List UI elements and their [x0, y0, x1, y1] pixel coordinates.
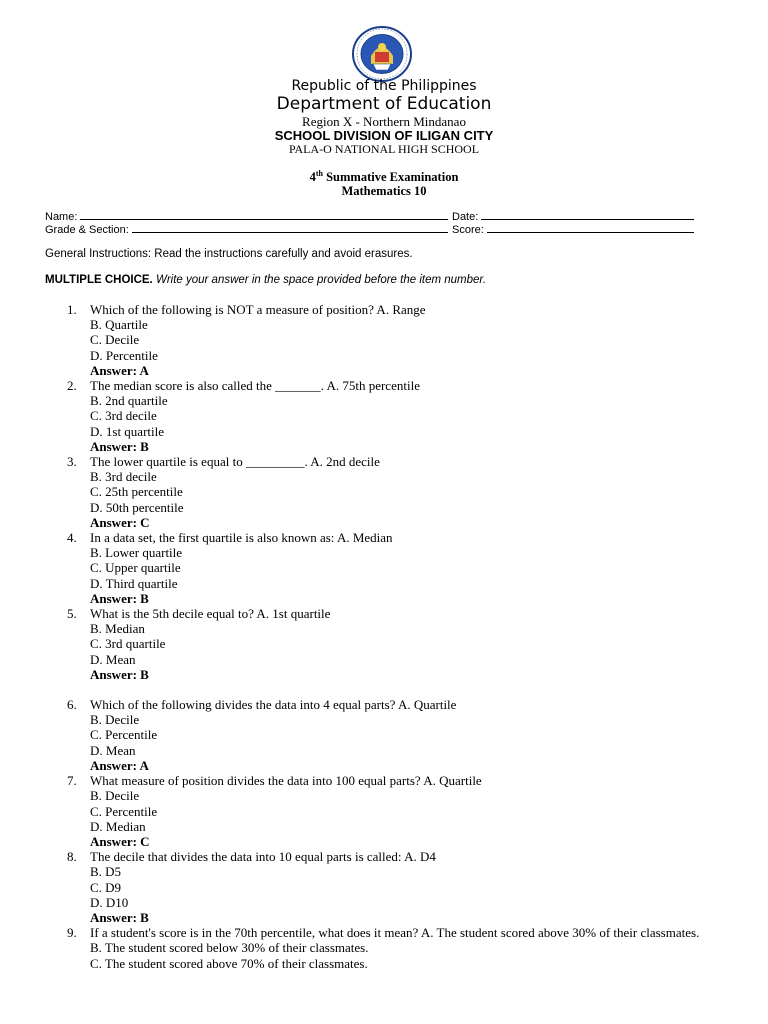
date-label: Date:: [452, 211, 479, 223]
exam-ordinal-suffix: th: [315, 169, 323, 178]
score-label: Score:: [452, 224, 484, 236]
question-number: 4.: [67, 530, 77, 546]
question-number: 3.: [67, 454, 77, 470]
answer-option: D. 1st quartile: [90, 423, 165, 439]
question-text: The decile that divides the data into 10 equal parts is called: A. D4: [90, 849, 436, 865]
question-item: [0, 454, 768, 530]
answer-key: Answer: A: [90, 362, 149, 378]
answer-option: D. Mean: [90, 651, 136, 667]
question-text: Which of the following is NOT a measure of position? A. Range: [90, 302, 426, 317]
answer-key: Answer: B: [90, 909, 149, 925]
question-number: 1.: [67, 302, 77, 317]
question-text: Which of the following divides the data into 4 equal parts? A. Quartile: [90, 697, 457, 713]
answer-option: B. Decile: [90, 788, 140, 804]
question-item: [0, 302, 768, 378]
answer-option: B. 3rd decile: [90, 469, 157, 485]
exam-title-text: Summative Examination: [322, 170, 459, 185]
answer-key: Answer: B: [90, 666, 149, 682]
question-number: 2.: [67, 378, 77, 394]
answer-key: Answer: B: [90, 590, 149, 606]
mc-text: Write your answer in the space provided before the item number.: [155, 274, 487, 286]
question-text: What is the 5th decile equal to? A. 1st quartile: [90, 606, 331, 622]
answer-option: B. Decile: [90, 712, 140, 728]
answer-option: C. 3rd quartile: [90, 636, 166, 652]
question-item: [0, 530, 768, 606]
answer-option: D. D10: [90, 894, 129, 910]
question-item: [0, 697, 768, 773]
answer-option: B. Lower quartile: [90, 545, 183, 561]
answer-option: B. 2nd quartile: [90, 393, 168, 409]
subject-title: Mathematics 10: [341, 184, 427, 198]
question-number: 5.: [67, 606, 77, 622]
score-field: [452, 222, 694, 237]
question-text: What measure of position divides the data into 100 equal parts? A. Quartile: [90, 773, 482, 789]
question-item: [0, 925, 768, 971]
department-heading: Department of Education: [276, 94, 492, 114]
answer-option: C. D9: [90, 879, 122, 895]
deped-seal-logo: [351, 26, 413, 82]
answer-option: C. 3rd decile: [90, 408, 157, 424]
mc-label: MULTIPLE CHOICE.: [45, 274, 153, 286]
question-text: The lower quartile is equal to _________. A. 2nd decile: [90, 454, 380, 470]
school-heading: PALA-O NATIONAL HIGH SCHOOL: [288, 142, 480, 156]
answer-key: Answer: B: [90, 438, 149, 454]
answer-option: C. Percentile: [90, 727, 158, 743]
grade-section-blank[interactable]: [132, 222, 448, 233]
date-blank[interactable]: [481, 209, 694, 220]
question-number: 9.: [67, 925, 77, 941]
question-text: The median score is also called the _______. A. 75th percentile: [90, 378, 420, 394]
answer-option: C. The student scored above 70% of their classmates.: [90, 955, 368, 971]
question-item: [0, 773, 768, 849]
answer-option: C. Upper quartile: [90, 560, 181, 576]
answer-option: B. Quartile: [90, 317, 148, 333]
general-instructions: General Instructions: Read the instructions carefully and avoid erasures.: [45, 248, 413, 260]
answer-key: Answer: C: [90, 514, 150, 530]
name-label: Name:: [45, 211, 78, 223]
question-item: [0, 606, 768, 682]
score-blank[interactable]: [487, 222, 694, 233]
answer-option: D. Median: [90, 818, 146, 834]
answer-option: B. D5: [90, 864, 122, 880]
region-heading: Region X - Northern Mindanao: [302, 114, 466, 129]
answer-option: B. Median: [90, 621, 145, 637]
answer-option: C. 25th percentile: [90, 484, 183, 500]
answer-key: Answer: A: [90, 757, 149, 773]
name-blank[interactable]: [80, 209, 448, 220]
division-heading: SCHOOL DIVISION OF ILIGAN CITY: [274, 128, 494, 143]
question-number: 7.: [67, 773, 77, 789]
answer-option: D. Mean: [90, 742, 136, 758]
grade-section-field: [45, 222, 448, 237]
question-item: [0, 849, 768, 925]
question-list: [0, 302, 768, 971]
question-text: In a data set, the first quartile is also known as: A. Median: [90, 530, 393, 546]
answer-option: D. Percentile: [90, 347, 158, 363]
section-gap: [0, 682, 768, 697]
exam-number: 4: [309, 170, 316, 185]
answer-key: Answer: C: [90, 833, 150, 849]
multiple-choice-instructions: [45, 274, 486, 286]
question-text: If a student's score is in the 70th percentile, what does it mean? A. The student scored above 30% of their classmates.: [90, 925, 700, 941]
question-item: [0, 378, 768, 454]
question-number: 8.: [67, 849, 77, 865]
answer-option: D. 50th percentile: [90, 499, 184, 515]
answer-option: C. Decile: [90, 332, 140, 348]
answer-option: B. The student scored below 30% of their classmates.: [90, 940, 369, 956]
question-number: 6.: [67, 697, 77, 713]
republic-heading: Republic of the Philippines: [291, 78, 477, 94]
answer-option: C. Percentile: [90, 803, 158, 819]
grade-section-label: Grade & Section:: [45, 224, 129, 236]
answer-option: D. Third quartile: [90, 575, 178, 591]
exam-title: [0, 169, 768, 185]
